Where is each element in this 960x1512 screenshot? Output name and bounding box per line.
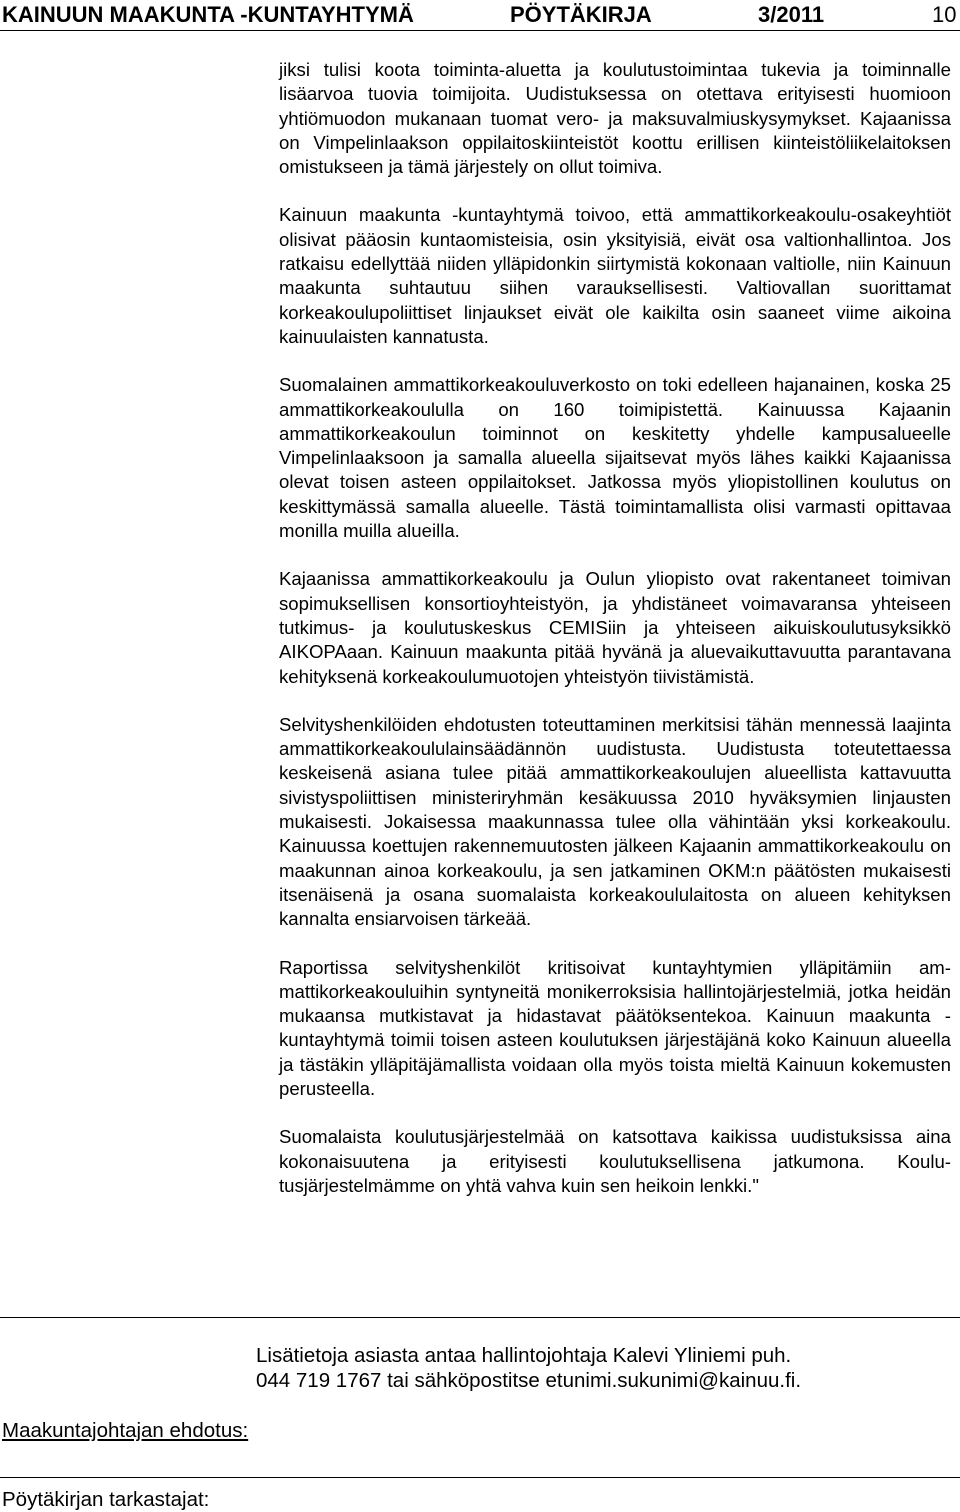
page-number: 10 [932, 2, 957, 27]
contact-line: Lisätietoja asiasta antaa hallintojohtaja Kalevi Yliniemi puh. [256, 1344, 792, 1367]
proposal-label: Maakuntajohtajan ehdotus: [2, 1419, 249, 1442]
paragraph: Suomalainen ammattikorkeakouluverkosto on toki edelleen hajanainen, koska 25 ammattikorkeakoululla on 160 toimipistettä. Kainuussa Kajaanin ammattikorkeakoulun toiminnot on keskitetty yhdelle kampusalueelle Vimpelinlaaksoon ja samalla alueella sijaitsevat myös lähes kaikki Kajaanissa olevat toisen asteen oppilaitokset. Jatkossa myös yliopistollinen koulutus on keskittymässä samalla alueelle. Tästä toimintamallista olisi varmasti opittavaa monilla muilla alueilla. [279, 374, 951, 542]
section-divider [0, 1317, 960, 1318]
paragraph: Kajaanissa ammattikorkeakoulu ja Oulun yliopisto ovat rakentaneet toimivan sopimuksellisen konsortioyhteistyön, ja yhdistäneet voimavaransa yhteiseen tutkimus- ja koulutuskeskus CEMISiin ja yhteiseen aikuiskoulutusyksikkö AIKOPAaan. Kainuun maakunta pitää hyvänä ja aluevaikuttavuutta parantavana kehityksenä korkeakoulumuotojen yhteistyön tiivistämistä. [279, 568, 951, 687]
paragraph: Raportissa selvityshenkilöt kritisoivat kuntayhtymien ylläpitämiin ammattikorkeakouluihin syntyneitä monikerroksisia hallintojärjestelmiä, jotka heidän mukaansa mutkistavat ja hidastavat päätöksentekoa. Kainuun maakunta -kuntayhtymä toimii toisen asteen koulutuksen järjestäjänä koko Kainuun alueella ja tästäkin ylläpitäjämallista voidaan olla myös toista mieltä Kainuun kokemusten perusteella. [279, 956, 951, 1099]
document-type: PÖYTÄKIRJA [510, 2, 652, 27]
contact-line: 044 719 1767 tai sähköpostitse etunimi.sukunimi@kainuu.fi. [256, 1369, 802, 1392]
page-header [0, 0, 960, 32]
paragraph: Suomalaista koulutusjärjestelmää on katsottava kaikissa uudistuksissa aina kokonaisuutena ja erityisesti koulutuksellisena jatkumona. Koulutusjärjestelmämme on yhtä vahva kuin sen heikoin lenkki." [279, 1126, 951, 1196]
paragraph: jiksi tulisi koota toiminta-aluetta ja koulutustoimintaa tukevia ja toiminnalle lisäarvoa tuovia toimijoita. Uudistuksessa on otettava erityisesti huomioon yhtiömuodon mukanaan tuomat vero- ja maksuvalmiuskysymykset. Kajaanissa on Vimpelinlaakson oppilaitoskiinteistöt koottu erillisen kiinteistöliikelaitoksen omistukseen ja tämä järjestely on ollut toimiva. [279, 59, 951, 178]
header-rule [0, 30, 960, 31]
paragraph: Selvityshenkilöiden ehdotusten toteuttaminen merkitsisi tähän mennessä laajinta ammattikorkeakoululainsäädännön uudistusta. Uudistusta toteutettaessa keskeisenä asiana tulee pitää ammattikorkeakoulujen alueellista kattavuutta sivistyspoliittisen ministeriryhmän kesäkuussa 2010 hyväksymien linjausten mukaisesti. Jokaisessa maakunnassa tulee olla vähintään yksi korkeakoulu. Kainuussa koettujen rakennemuutosten jälkeen Kajaanin ammattikorkeakoulu on maakunnan ainoa korkeakoulu, ja sen jatkaminen OKM:n päätösten mukaisesti itsenäisenä ja osana suomalaista korkeakoululaitosta on alueen kehityksen kannalta ensiarvoisen tärkeää. [279, 713, 951, 930]
reviewers-label: Pöytäkirjan tarkastajat: [2, 1488, 210, 1511]
organization-name: KAINUUN MAAKUNTA -KUNTAYHTYMÄ [2, 2, 414, 27]
contact-info [256, 1343, 956, 1393]
section-divider [0, 1477, 960, 1478]
paragraph: Kainuun maakunta -kuntayhtymä toivoo, että ammattikorkeakoulu-osakeyhtiöt olisivat pääosin kuntaomisteisia, osin yksityisiä, eivät osa valtionhallintoa. Jos ratkaisu edellyttää niiden ylläpidonkin siirtymistä kokonaan valtiolle, niin Kainuun maakunta suhtautuu siihen varauksellisesti. Valtiovallan suorittamat korkeakoulupoliittiset linjaukset eivät ole kaikilta osin saaneet viime aikoina kainuulaisten kannatusta. [279, 204, 951, 347]
document-number: 3/2011 [758, 2, 825, 27]
body-text [279, 58, 951, 1222]
